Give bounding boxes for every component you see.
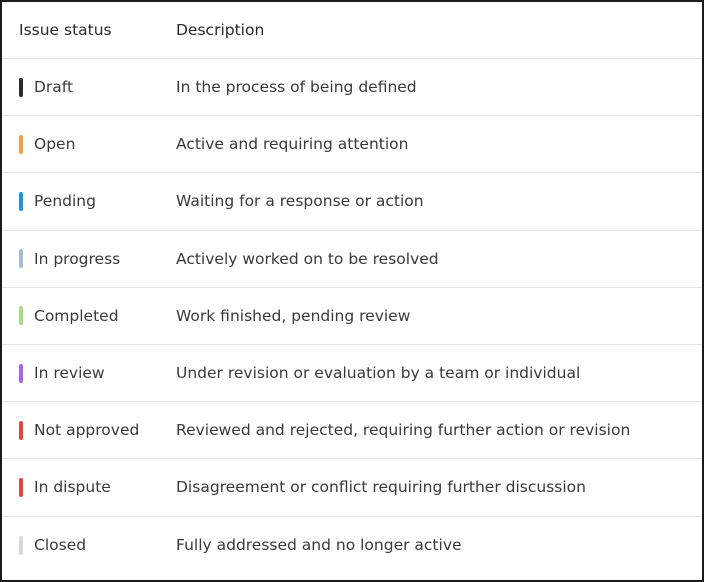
status-cell <box>2 478 176 497</box>
table-row <box>2 59 702 116</box>
status-label: Open <box>34 135 76 154</box>
status-color-indicator <box>19 536 23 555</box>
description-cell: Reviewed and rejected, requiring further action or revision <box>176 421 631 440</box>
status-color-indicator <box>19 249 23 268</box>
table-header <box>2 2 702 59</box>
table-row <box>2 231 702 288</box>
description-cell: Disagreement or conflict requiring further discussion <box>176 478 586 497</box>
description-cell: Work finished, pending review <box>176 306 411 325</box>
status-cell <box>2 306 176 325</box>
table-row <box>2 116 702 173</box>
description-cell: Actively worked on to be resolved <box>176 249 439 268</box>
status-color-indicator <box>19 364 23 383</box>
status-cell <box>2 421 176 440</box>
status-label: In dispute <box>34 478 111 497</box>
status-label: Pending <box>34 192 96 211</box>
status-cell <box>2 536 176 555</box>
status-color-indicator <box>19 135 23 154</box>
description-cell: In the process of being defined <box>176 78 417 97</box>
table-row <box>2 173 702 230</box>
table-row <box>2 459 702 516</box>
status-label: Draft <box>34 78 74 97</box>
status-cell <box>2 78 176 97</box>
table-row <box>2 517 702 574</box>
description-cell: Under revision or evaluation by a team or individual <box>176 364 581 383</box>
status-color-indicator <box>19 306 23 325</box>
table-body <box>2 59 702 574</box>
status-color-indicator <box>19 78 23 97</box>
status-cell <box>2 249 176 268</box>
header-issue-status: Issue status <box>19 21 112 39</box>
status-label: Completed <box>34 306 119 325</box>
table-row <box>2 288 702 345</box>
status-cell <box>2 135 176 154</box>
status-color-indicator <box>19 421 23 440</box>
status-label: In review <box>34 364 105 383</box>
status-label: In progress <box>34 249 121 268</box>
table-row <box>2 402 702 459</box>
description-cell: Waiting for a response or action <box>176 192 424 211</box>
status-cell <box>2 192 176 211</box>
status-color-indicator <box>19 478 23 497</box>
description-cell: Fully addressed and no longer active <box>176 536 462 555</box>
status-cell <box>2 364 176 383</box>
status-label: Closed <box>34 536 87 555</box>
status-color-indicator <box>19 192 23 211</box>
header-description: Description <box>176 21 265 39</box>
table-row <box>2 345 702 402</box>
description-cell: Active and requiring attention <box>176 135 409 154</box>
status-label: Not approved <box>34 421 140 440</box>
